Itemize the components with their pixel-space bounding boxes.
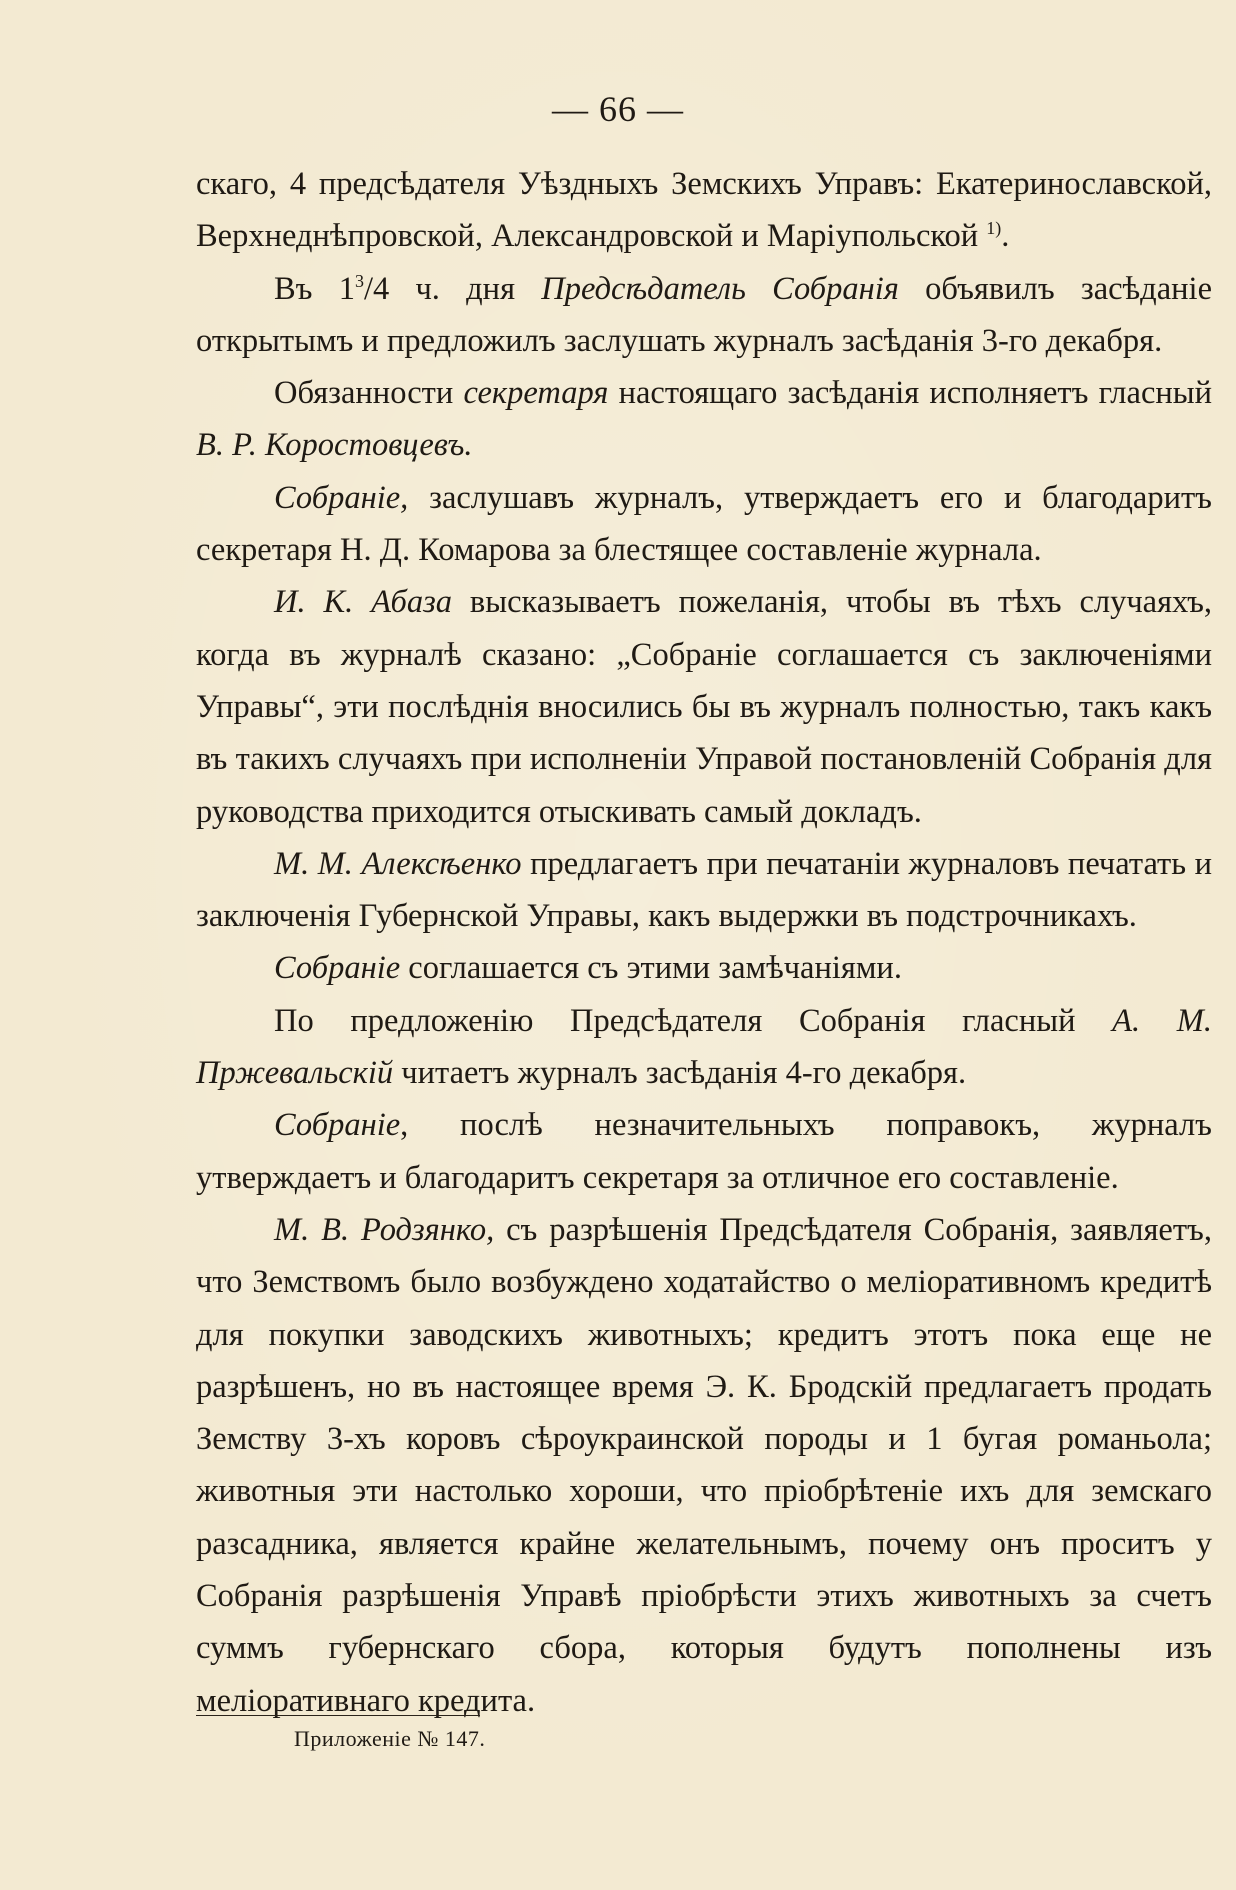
superscript: 3 [354, 270, 364, 291]
paragraph [196, 263, 1212, 368]
paragraph [196, 1204, 1212, 1727]
superscript: 1) [986, 218, 1002, 239]
text-run: высказываетъ пожеланія, чтобы въ тѣхъ случаяхъ, когда въ журналѣ сказано: „Собраніе соглашается съ заключеніями Управы“, эти послѣднія вносились бы въ журналъ полностью, такъ какъ въ такихъ случаяхъ при исполненіи Управой постановленій Собранія для руководства приходится отыскивать самый докладъ. [196, 584, 1212, 830]
text-run: заслушавъ журналъ, утверждаетъ его и благодаритъ секретаря Н. Д. Комарова за блестящее составленіе журнала. [196, 479, 1212, 569]
paragraph [196, 158, 1212, 263]
text-run: предлагаетъ при печатаніи журналовъ печатать и заключенія Губернской Управы, какъ выдержки въ подстрочникахъ. [196, 845, 1212, 935]
text-run: скаго, 4 предсѣдателя Уѣздныхъ Земскихъ Управъ: Екатеринославской, Верхнеднѣпровской, Александровской и Маріупольской [196, 166, 1212, 255]
italic-name: Собраніе [274, 1107, 401, 1144]
paragraph [196, 1099, 1212, 1204]
paragraph [196, 942, 1212, 994]
italic-name: Собраніе, [274, 479, 409, 516]
text-run: читаетъ журналъ засѣданія 4-го декабря. [393, 1055, 967, 1092]
text-run: съ разрѣшенія Предсѣдателя Собранія, заявляетъ, что Земствомъ было возбуждено ходатайство о меліоративномъ кредитѣ для покупки заводскихъ животныхъ; кредитъ этотъ пока еще не разрѣшенъ, но въ настоящее время Э. К. Бродскій предлагаетъ продать Земству 3-хъ коровъ сѣроукраинской породы и 1 бугая романьола; животныя эти настолько хороши, что пріобрѣтеніе ихъ для земскаго разсадника, является крайне желательнымъ, почему онъ проситъ у Собранія разрѣшенія Управѣ пріобрѣсти этихъ животныхъ за счетъ суммъ губернскаго сбора, которыя будутъ пополнены изъ меліоративнаго кредита. [196, 1211, 1212, 1719]
italic-name: Предсѣдатель Собранія [541, 270, 899, 307]
italic-name: В. Р. Коростовцевъ. [196, 427, 473, 464]
text-run: . [1001, 218, 1010, 255]
italic-name: А. М. Пржевальскій [196, 1002, 1212, 1092]
text-run: настоящаго засѣданія исполняетъ гласный [608, 375, 1212, 412]
paragraph [196, 367, 1212, 472]
italic-name: М. В. Родзянко, [274, 1211, 495, 1248]
paragraph [196, 472, 1212, 577]
page-number: — 66 — [552, 89, 684, 129]
body-text [196, 158, 1212, 1727]
footnote-divider [196, 1715, 480, 1716]
paragraph [196, 838, 1212, 943]
italic-name: М. М. Алексѣенко [274, 845, 522, 882]
paragraph [196, 576, 1212, 837]
text-run: /4 ч. дня [363, 270, 542, 307]
text-run: По предложенію Предсѣдателя Собранія гласный [274, 1002, 1113, 1039]
text-run: соглашается съ этими замѣчаніями. [400, 950, 902, 987]
text-run: , послѣ незначительныхъ поправокъ, журналъ утверждаетъ и благодаритъ секретаря за отличное его составленіе. [196, 1107, 1212, 1196]
text-run: объявилъ засѣданіе открытымъ и предложилъ заслушать журналъ засѣданія 3-го декабря. [196, 270, 1212, 359]
italic-name: секретаря [463, 375, 609, 412]
text-run: Обязанности [274, 375, 464, 412]
italic-name: И. К. Абаза [274, 584, 453, 621]
paragraph [196, 995, 1212, 1100]
italic-name: Собраніе [274, 950, 401, 987]
footnote: Приложеніе № 147. [294, 1726, 486, 1751]
text-run: Въ 1 [274, 270, 355, 307]
